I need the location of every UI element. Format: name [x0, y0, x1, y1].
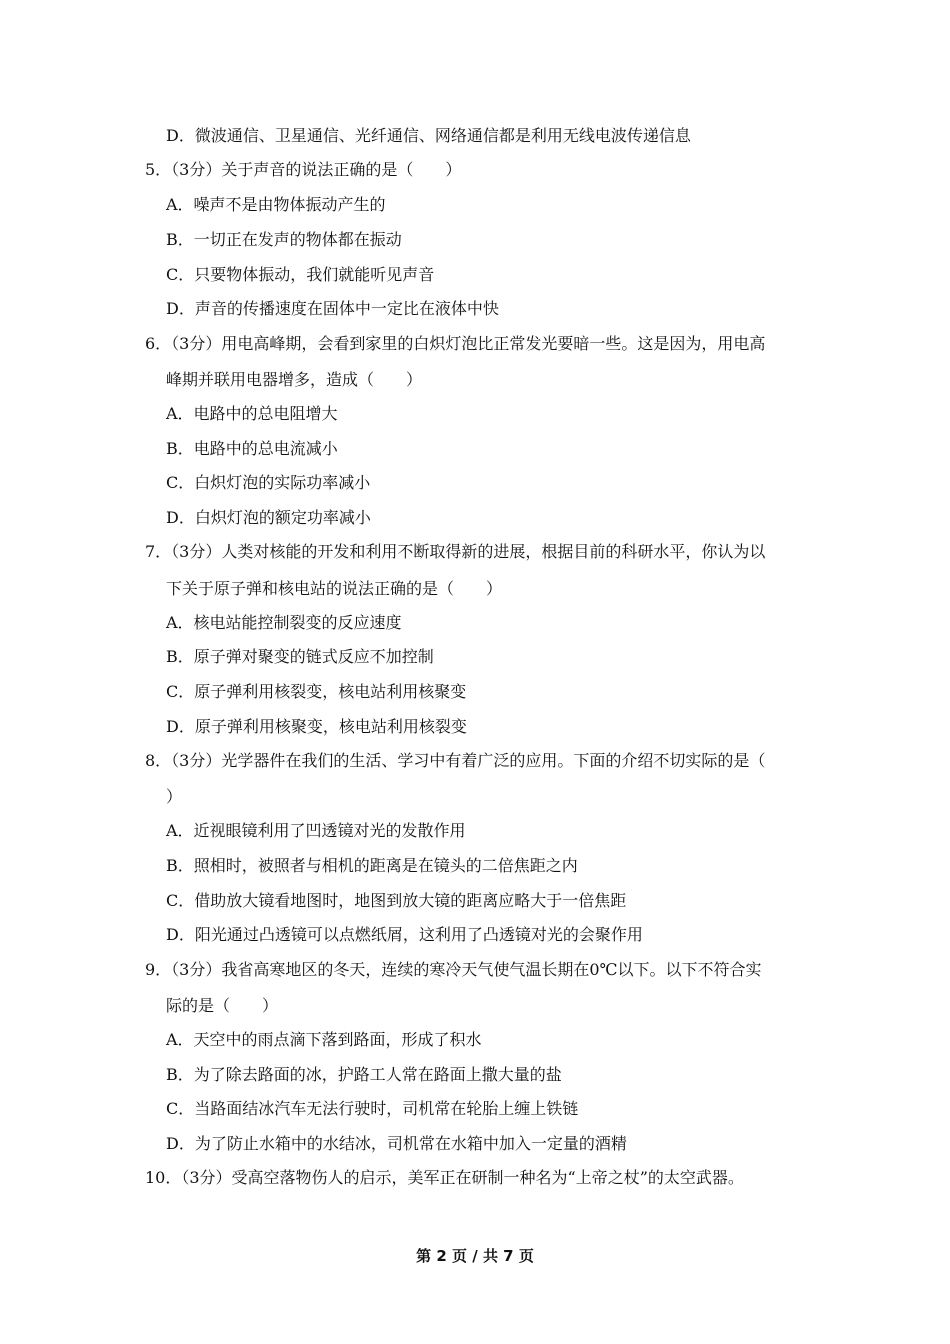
question-6-option-d: D．白炽灯泡的额定功率减小: [166, 508, 371, 527]
question-6-option-a: A．电路中的总电阻增大: [166, 404, 338, 423]
question-5-option-d: D．声音的传播速度在固体中一定比在液体中快: [166, 299, 499, 318]
prev-option-d: D．微波通信、卫星通信、光纤通信、网络通信都是利用无线电波传递信息: [166, 126, 691, 145]
question-5-option-a: A．噪声不是由物体振动产生的: [166, 195, 386, 214]
question-7-option-b: B．原子弹对聚变的链式反应不加控制: [166, 647, 434, 666]
question-5-stem: 5．（3分）关于声音的说法正确的是（ ）: [145, 160, 462, 179]
question-8-option-b: B．照相时，被照者与相机的距离是在镜头的二倍焦距之内: [166, 856, 578, 875]
question-7-option-a: A．核电站能控制裂变的反应速度: [166, 613, 402, 632]
question-8-stem: 8．（3分）光学器件在我们的生活、学习中有着广泛的应用。下面的介绍不切实际的是（: [145, 751, 766, 770]
question-6-option-b: B．电路中的总电流减小: [166, 439, 338, 458]
question-6-option-c: C．白炽灯泡的实际功率减小: [166, 473, 371, 492]
question-8-option-a: A．近视眼镜利用了凹透镜对光的发散作用: [166, 821, 466, 840]
question-5-option-c: C．只要物体振动，我们就能听见声音: [166, 265, 435, 284]
question-9-option-a: A．天空中的雨点滴下落到路面，形成了积水: [166, 1030, 482, 1049]
question-7-stem-cont: 下关于原子弹和核电站的说法正确的是（ ）: [166, 579, 503, 598]
question-6-stem: 6．（3分）用电高峰期，会看到家里的白炽灯泡比正常发光要暗一些。这是因为，用电高: [145, 334, 766, 353]
page-footer: 第 2 页 / 共 7 页: [416, 1247, 534, 1265]
question-8-stem-cont: ）: [166, 787, 183, 806]
question-8-option-c: C．借助放大镜看地图时，地图到放大镜的距离应略大于一倍焦距: [166, 891, 627, 910]
question-5-option-b: B．一切正在发声的物体都在振动: [166, 230, 402, 249]
question-6-stem-cont: 峰期并联用电器增多，造成（ ）: [166, 370, 423, 389]
question-8-option-d: D．阳光通过凸透镜可以点燃纸屑，这利用了凸透镜对光的会聚作用: [166, 925, 643, 944]
question-7-option-c: C．原子弹利用核裂变，核电站利用核聚变: [166, 682, 467, 701]
question-9-stem-cont: 际的是（ ）: [166, 996, 279, 1015]
question-7-stem: 7．（3分）人类对核能的开发和利用不断取得新的进展，根据目前的科研水平，你认为以: [145, 542, 766, 561]
question-9-option-b: B．为了除去路面的冰，护路工人常在路面上撒大量的盐: [166, 1065, 562, 1084]
question-10-stem: 10．（3分）受高空落物伤人的启示，美军正在研制一种名为“上帝之杖”的太空武器。: [145, 1168, 744, 1187]
question-9-stem: 9．（3分）我省高寒地区的冬天，连续的寒冷天气使气温长期在0℃以下。以下不符合实: [145, 960, 762, 979]
question-9-option-d: D．为了防止水箱中的水结冰，司机常在水箱中加入一定量的酒精: [166, 1134, 627, 1153]
question-9-option-c: C．当路面结冰汽车无法行驶时，司机常在轮胎上缠上铁链: [166, 1099, 579, 1118]
question-7-option-d: D．原子弹利用核聚变，核电站利用核裂变: [166, 717, 467, 736]
